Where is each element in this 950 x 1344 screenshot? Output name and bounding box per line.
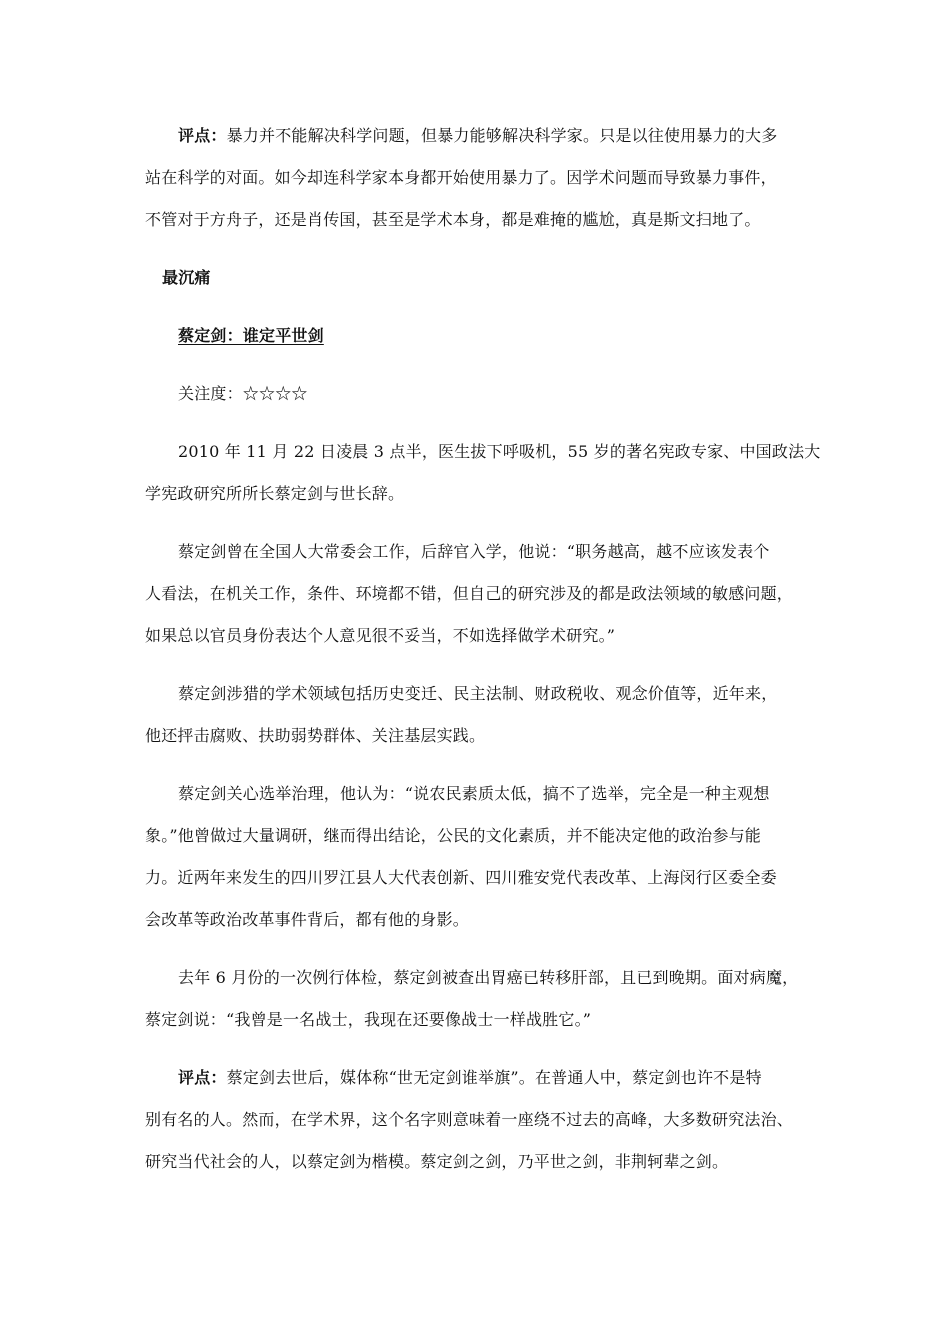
article-title: 蔡定剑：谁定平世剑 — [178, 326, 324, 345]
paragraph-4-line-3: 力。近两年来发生的四川罗江县人大代表创新、四川雅安党代表改革、上海闵行区委全委 — [145, 868, 777, 887]
comment1-line-1 — [178, 126, 848, 146]
comment2-text-1: 蔡定剑去世后，媒体称“世无定剑谁举旗”。在普通人中，蔡定剑也许不是特 — [226, 1068, 762, 1087]
paragraph-2-line-1: 蔡定剑曾在全国人大常委会工作，后辞官入学，他说：“职务越高，越不应该发表个 — [178, 542, 770, 561]
comment2-line-1 — [178, 1068, 848, 1088]
section-heading: 最沉痛 — [162, 268, 211, 287]
paragraph-4-line-1: 蔡定剑关心选举治理，他认为：“说农民素质太低，搞不了选举，完全是一种主观想 — [178, 784, 770, 803]
paragraph-4-line-4: 会改革等政治改革事件背后，都有他的身影。 — [145, 910, 470, 929]
attention-rating: 关注度：☆☆☆☆ — [178, 384, 308, 403]
paragraph-5-line-2: 蔡定剑说：“我曾是一名战士，我现在还要像战士一样战胜它。” — [145, 1010, 592, 1029]
comment1-text-1: 暴力并不能解决科学问题，但暴力能够解决科学家。只是以往使用暴力的大多 — [226, 126, 778, 145]
paragraph-1-line-2: 学宪政研究所所长蔡定剑与世长辞。 — [145, 484, 405, 503]
paragraph-3-line-1: 蔡定剑涉猎的学术领域包括历史变迁、民主法制、财政税收、观念价值等，近年来， — [178, 684, 778, 703]
paragraph-2-line-2: 人看法，在机关工作，条件、环境都不错，但自己的研究涉及的都是政法领域的敏感问题， — [145, 584, 794, 603]
paragraph-4-line-2: 象。”他曾做过大量调研，继而得出结论，公民的文化素质，并不能决定他的政治参与能 — [145, 826, 761, 845]
comment2-line-2: 别有名的人。然而，在学术界，这个名字则意味着一座绕不过去的高峰，大多数研究法治、 — [145, 1110, 794, 1129]
comment2-line-3: 研究当代社会的人，以蔡定剑为楷模。蔡定剑之剑，乃平世之剑，非荆轲辈之剑。 — [145, 1152, 729, 1171]
comment1-label: 评点： — [178, 126, 227, 145]
paragraph-3-line-2: 他还抨击腐败、扶助弱势群体、关注基层实践。 — [145, 726, 486, 745]
comment1-line-3: 不管对于方舟子，还是肖传国，甚至是学术本身，都是难掩的尴尬，真是斯文扫地了。 — [145, 210, 761, 229]
paragraph-1-line-1: 2010 年 11 月 22 日凌晨 3 点半，医生拔下呼吸机，55 岁的著名宪政专家、中国政法大 — [178, 442, 821, 461]
paragraph-2-line-3: 如果总以官员身份表达个人意见很不妥当，不如选择做学术研究。” — [145, 626, 616, 645]
comment1-line-2: 站在科学的对面。如今却连科学家本身都开始使用暴力了。因学术问题而导致暴力事件， — [145, 168, 777, 187]
paragraph-5-line-1: 去年 6 月份的一次例行体检，蔡定剑被查出胃癌已转移肝部，且已到晚期。面对病魔， — [178, 968, 799, 987]
comment2-label: 评点： — [178, 1068, 227, 1087]
